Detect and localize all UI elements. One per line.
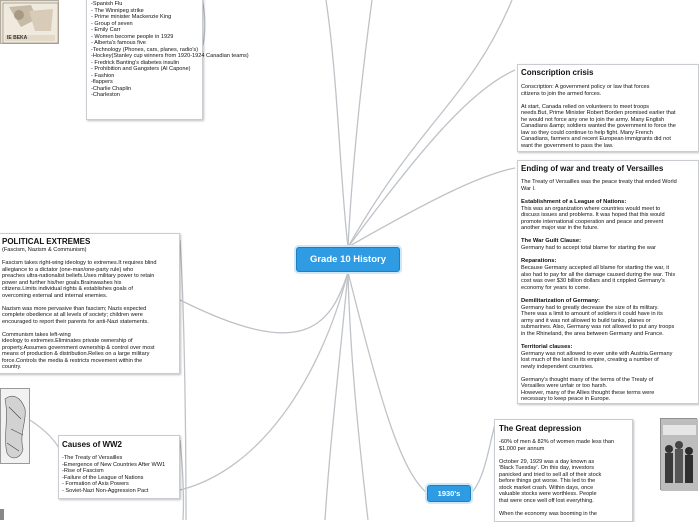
depression-text-line: 'Black Tuesday'. On this day, investors <box>499 465 594 471</box>
political-text-line: allegiance to a dictator (one-man/one-party rule) who <box>2 266 134 273</box>
ww2-cause-item: -Emergence of New Countries After WW1 <box>62 461 166 468</box>
political-text-line: property.Assumes government ownership & control over most <box>2 344 155 351</box>
conscription-text-line: needs.But, Prime Minister Robert Borden promised earlier that <box>521 110 676 116</box>
depression-text-line: valuable stocks were worthless. People <box>499 491 597 497</box>
ww2-cause-item: -Rise of Fascism <box>62 468 104 474</box>
central-topic[interactable] <box>296 247 400 272</box>
political-text-line: power and further his/her goals.Brainwashes his <box>2 279 122 286</box>
conscription-crisis-title: Conscription crisis <box>521 68 594 77</box>
ww2-cause-item: - Soviet-Nazi Non-Aggression Pact <box>62 487 149 494</box>
ww2-cause-item: - Formation of Axis Powers <box>62 481 129 487</box>
political-text-line: means of production & distribution.Relies on a large military <box>2 351 150 357</box>
central-topic-label: Grade 10 History <box>309 254 387 265</box>
versailles-section-line: This was an organization where countries would meet to <box>521 205 661 212</box>
depression-text-line: October 29, 1929 was a day known as <box>499 458 595 465</box>
versailles-treaty-card[interactable] <box>517 160 699 404</box>
depression-text-line: When the economy was booming in the <box>499 510 597 517</box>
versailles-treaty-body <box>521 179 695 403</box>
versailles-section-line: discuss issues and problems. It was hoped that this would <box>521 212 665 218</box>
ww2-propaganda-sketch <box>0 388 30 464</box>
political-extremes-body <box>2 260 176 371</box>
political-extremes-title: POLITICAL EXTREMES <box>2 237 91 246</box>
political-text-line: overcoming external and internal enemies. <box>2 292 108 299</box>
conscription-crisis-body <box>521 84 695 149</box>
political-text-line: preaches ultra-nationalist beliefs.Uses military power to retain <box>2 273 155 279</box>
twenties-event-item: - Fredrick Banting's diabetes insulin <box>91 59 180 66</box>
great-depression-body <box>499 439 628 517</box>
ww2-cause-item: -Failure of the League of Nations <box>62 474 144 481</box>
versailles-section-heading: The War Guilt Clause: <box>521 238 582 244</box>
depression-text-line: panicked and tried to sell all of their stock <box>499 471 602 478</box>
depression-text-line: $1,000 per annum <box>499 445 545 452</box>
magazine-caption: IE BEKA <box>7 35 28 41</box>
conscription-text-line: Canadians &amp; soldiers wanted the government to force the <box>521 123 676 129</box>
causes-of-ww2-card[interactable] <box>58 435 180 499</box>
depression-crowd-photo <box>660 418 697 490</box>
twenties-event-item: - Alberta's famous five <box>91 40 146 46</box>
connector-versailles <box>348 168 515 247</box>
causes-of-ww2-list <box>62 455 176 494</box>
era-magazine-image <box>0 0 59 44</box>
versailles-section-line: lost much of the land in its empire, creating a number of <box>521 357 659 363</box>
versailles-outro-line: Versailles were unfair or too harsh. <box>521 383 608 389</box>
twenties-event-item: -Spanish Flu <box>91 1 123 7</box>
connector-ww2 <box>180 272 348 490</box>
versailles-section-line: Germany had to greatly decrease the size of its military. <box>521 304 659 311</box>
versailles-section-line: There was a limit to amount of soldiers it could have in its <box>521 311 663 317</box>
great-depression-title: The Great depression <box>499 424 582 433</box>
connector-1930s <box>348 272 427 493</box>
connector-to-twenties <box>326 0 348 247</box>
conscription-text-line: law so they could continue to help fight. Many French <box>521 129 653 136</box>
versailles-treaty-title: Ending of war and treaty of Versailles <box>521 164 664 173</box>
twenties-events-list <box>91 1 249 99</box>
great-depression-card[interactable] <box>494 419 633 522</box>
versailles-section-line: Germany was not allowed to ever unite with Austria.Germany <box>521 350 673 357</box>
versailles-section-line: cost was over $30 billion dollars and it crippled Germany's <box>521 278 665 284</box>
depression-text-line: that were once well off lost everything. <box>499 497 594 504</box>
versailles-outro-line: Germany's thought many of the terms of the Treaty of <box>521 376 654 383</box>
versailles-section-line: submarines. Also, Germany was not allowed to put any troops <box>521 324 675 330</box>
connector-depression <box>471 425 495 493</box>
causes-of-ww2-title: Causes of WW2 <box>62 440 123 449</box>
versailles-section-line: in the Rhineland, the area between Germany and France. <box>521 330 664 337</box>
versailles-outro-line: However, many of the Allies thought these terms were <box>521 389 655 396</box>
versailles-outro-line: necessary to keep peace in Europe. <box>521 396 611 402</box>
twenties-event-item: - Emily Carr <box>91 27 121 33</box>
political-extremes-subtitle: (Fascism, Nazism & Communism) <box>2 247 87 253</box>
conscription-crisis-card[interactable] <box>517 64 699 152</box>
conscription-text-line: want the government to pass the law. <box>521 142 614 149</box>
political-text-line: ideology to extremes.Eliminates private ownership of <box>2 338 133 344</box>
versailles-intro-line: War I. <box>521 185 536 192</box>
versailles-section-heading: Territorial clauses: <box>521 343 573 350</box>
versailles-intro-line: The Treaty of Versailles was the peace treaty that ended World <box>521 179 677 185</box>
political-text-line: Fascism takes right-wing ideology to extremes.It requires blind <box>2 260 157 266</box>
depression-text-line: -60% of men & 82% of women made less than <box>499 439 615 445</box>
twenties-event-item: - Prime minister Mackenzie King <box>91 14 172 20</box>
twenties-event-item: - Women become people in 1929 <box>91 33 174 40</box>
conscription-text-line: Canadians, farmers and recent European immigrants did not <box>521 136 671 142</box>
versailles-section-heading: Reparations: <box>521 258 557 264</box>
twenties-event-item: - Group of seven <box>91 20 133 27</box>
twenties-event-item: - The Winnipeg strike <box>91 7 144 14</box>
political-text-line: country. <box>2 364 22 370</box>
twenties-event-item: -flappers <box>91 79 113 85</box>
political-text-line: Communism takes left-wing <box>2 331 71 338</box>
versailles-section-line: also had to pay for all the damage caused during the war. This <box>521 271 676 278</box>
versailles-section-line: promote international cooperation and peace and prevent <box>521 218 664 225</box>
versailles-section-line: army and it was not allowed to build tanks, planes or <box>521 317 651 324</box>
depression-text-line: stock market crash. Within days, once <box>499 484 594 491</box>
political-extremes-card[interactable] <box>0 233 180 374</box>
topic-1930s-label: 1930's <box>437 489 461 498</box>
versailles-section-heading: Establishment of a League of Nations: <box>521 198 627 205</box>
versailles-section-line: Because Germany accepted all blame for starting the war, it <box>521 265 669 271</box>
connector-to-conscription <box>348 0 512 247</box>
connector-political <box>180 272 348 333</box>
twenties-event-item: -Charleston <box>91 92 120 98</box>
versailles-section-line: Germany had to accept total blame for starting the war <box>521 245 656 251</box>
conscription-text-line: At start, Canada relied on volunteers to meet troops <box>521 103 650 110</box>
twenties-event-item: -Technology (Phones, cars, planes, radio's) <box>91 46 199 53</box>
conscription-text-line: citizens to join the armed forces. <box>521 90 602 97</box>
conscription-text-line: Conscription: A government policy or law that forces <box>521 84 650 90</box>
twenties-events-card[interactable] <box>86 0 249 120</box>
versailles-section-line: another major war in the future. <box>521 225 599 231</box>
connector-left-image <box>30 420 60 450</box>
versailles-section-heading: Demilitarization of Germany: <box>521 297 600 304</box>
twenties-event-item: -Charlie Chaplin <box>91 85 132 92</box>
connector-conscription <box>348 70 515 247</box>
ww2-small-image <box>0 509 4 520</box>
ww2-cause-item: -The Treaty of Versailles <box>62 455 123 461</box>
conscription-text-line: he would not force any one to join the army. Many English <box>521 116 665 123</box>
twenties-event-item: - Fashion <box>91 72 115 79</box>
political-text-line: encouraged to report their parents for anti-Nazi statements. <box>2 318 149 325</box>
twenties-event-item: - Prohibition and Gangsters (Al Capone) <box>91 66 191 72</box>
political-text-line: citizens.Limits individual rights & establishes goals of <box>2 286 133 292</box>
versailles-section-line: newly independent countries. <box>521 363 594 370</box>
connector-ww2-bracket <box>180 440 183 520</box>
topic-1930s[interactable] <box>427 485 471 502</box>
versailles-section-line: economy for years to come. <box>521 284 591 291</box>
political-text-line: complete obedience at all levels of society; children were <box>2 312 143 318</box>
twenties-event-item: -Hockey(Stanley cup winners from 1920-1924 Canadian teams) <box>91 53 249 59</box>
political-text-line: Nazism was more pervasive than fascism; Nazis expected <box>2 305 147 312</box>
connector-to-twenties-2 <box>348 0 372 247</box>
depression-text-line: before things got worse. This led to the <box>499 478 596 484</box>
political-text-line: force.Controls the media & restricts movement within the <box>2 357 143 364</box>
